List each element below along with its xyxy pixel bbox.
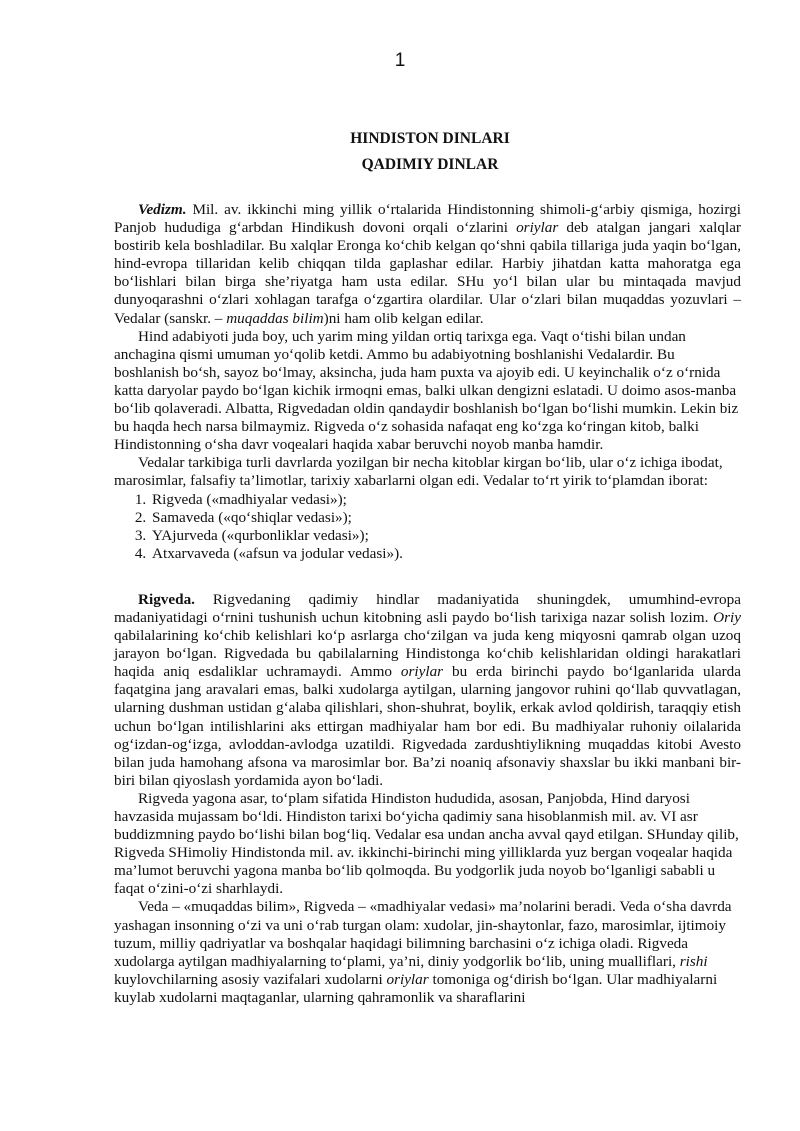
veda-text-3: tomoniga og‘dirish bo‘lgan. Ular madhiyalarni kuylab xudolarni maqtaganlar, ularning qahramonlik va sharaflarini xyxy=(114,970,718,1006)
paragraph-veda-meaning xyxy=(114,898,741,1007)
paragraph-rigveda xyxy=(114,591,741,790)
paragraph-hind: Hind adabiyoti juda boy, uch yarim ming yildan ortiq tarixga ega. Vaqt o‘tishi bilan undan anchagina qismi umuman yo‘qolib ketdi. Ammo bu adabiyotning boshlanishi Vedalardir. Bu boshlanish bo‘sh, sayoz bo‘lmay, aksincha, juda ham puxta va ajoyib edi. U keyinchalik o‘z o‘rnida katta daryolar paydo bo‘lgan kichik irmoqni emas, balki ulkan dengizni eslatadi. U doimo asos-manba bo‘lib qolaveradi. Albatta, Rigvedadan oldin qandaydir boshlanish bo‘lgan bo‘lishi mumkin. Lekin biz bu haqda hech narsa bilmaymiz. Rigveda o‘z sohasida nafaqat eng ko‘zga ko‘ringan kitob, balki Hindistonning o‘sha davr voqealari haqida xabar beruvchi noyob manba hamdir. xyxy=(114,327,739,454)
vedizm-text-3: )ni ham olib kelgan edilar. xyxy=(323,309,484,327)
list-item: 1. Rigveda («madhiyalar vedasi»); xyxy=(150,491,741,509)
vedas-list xyxy=(114,491,741,563)
list-item: 2. Samaveda («qo‘shiqlar vedasi»); xyxy=(150,509,741,527)
paragraph-rigveda-yagona: Rigveda yagona asar, to‘plam sifatida Hindiston hududida, asosan, Panjobda, Hind daryosi havzasida mujassam bo‘ldi. Hindiston tarixi bo‘yicha qadimiy sana hisoblanmish mil. av. VI asr buddizmning paydo bo‘lishi bilan bog‘liq. Vedalar esa undan ancha avval qayd etilgan. SHunday qilib, Rigveda SHimoliy Hindistonda mil. av. ikkinchi-birinchi ming yilliklarda yuz bergan voqealar haqida ma’lumot beruvchi yagona manba bo‘lib qolmoqda. Bu yodgorlik juda noyob bo‘lganligi sababli u faqat o‘zini-o‘zi sharhlaydi. xyxy=(114,789,739,898)
document-body xyxy=(114,201,741,1007)
veda-text-2: kuylovchilarning asosiy vazifalari xudolarni xyxy=(114,970,387,988)
list-item: 3. YAjurveda («qurbonliklar vedasi»); xyxy=(150,527,741,545)
page-title: HINDISTON DINLARI xyxy=(350,130,510,147)
rigveda-oriy: Oriy xyxy=(713,608,741,626)
vedizm-oriylar: oriylar xyxy=(516,219,559,237)
rigveda-text-3: bu erda birinchi paydo bo‘lganlarida ularda faqatgina jang aravalari emas, balki xudolarga aytilgan, ularning jangovor ruhini qo‘llab quvvatlagan, ularning dushman ustidan g‘alaba qilishlari, shon-shuhrat, boylik, erkak avlod qoldirish, taraqqiy etish uchun bo‘lgan intilishlarini aks ettirgan madhiyalar ham bor edi. Bu madhiyalar ruhoniy oilalarida og‘izdan-og‘izga, avloddan-avlodga uzatildi. Rigvedada zardushtiylikning muqaddas kitobi Avesto bilan juda hamohang afsona va marosimlar bor. Ba’zi noaniq afsonaviy shaxslar bu ikki manbani bir-biri bilan qiyoslash yordamida ayon bo‘ladi. xyxy=(114,663,741,789)
vedizm-lead: Vedizm. xyxy=(138,201,187,218)
rigveda-lead: Rigveda. xyxy=(138,590,195,608)
list-item: 4. Atxarvaveda («afsun va jodular vedasi»). xyxy=(150,545,741,563)
veda-oriylar: oriylar xyxy=(386,970,429,988)
page-number: 1 xyxy=(394,50,406,71)
veda-rishi: rishi xyxy=(679,952,708,970)
section-title: QADIMIY DINLAR xyxy=(361,156,499,173)
rigveda-text-2: qabilalarining ko‘chib kelishlari ko‘p asrlarga cho‘zilgan va juda keng miqyosni qamrab olgan uzoq jarayon bo‘lgan. Rigvedada bu qabilalarning Hindistonga ko‘chib kelishlaridan oldingi harakatlari haqida aniq esdaliklar uchramaydi. Ammo xyxy=(114,627,741,681)
rigveda-oriylar: oriylar xyxy=(400,663,444,681)
paragraph-vedalar: Vedalar tarkibiga turli davrlarda yozilgan bir necha kitoblar kirgan bo‘lib, ular o‘z ichiga ibodat, marosimlar, falsafiy ta’limotlar, tarixiy xabarlarni olgan edi. Vedalar to‘rt yirik to‘plamdan iborat: xyxy=(114,454,723,490)
veda-text-1: Veda – «muqaddas bilim», Rigveda – «madhiyalar vedasi» ma’nolarini beradi. Veda o‘sha davrda yashagan insonning o‘zi va uni o‘rab turgan olam: xudolar, jin-shaytonlar, fazo, marosimlar, ijtimoiy tuzum, milliy qadriyatlar va boshqalar haqidagi bilimning barchasini o‘z ichiga oladi. Rigveda xudolarga aytilgan madhiyalarning to‘plami, ya’ni, diniy yodgorlik bo‘lib, uning mualliflari, xyxy=(114,898,732,970)
spacer xyxy=(114,563,741,591)
vedizm-emphasis: muqaddas bilim xyxy=(226,309,324,327)
paragraph-vedizm xyxy=(114,201,741,328)
vedizm-text-2: deb atalgan jangari xalqlar bostirib kela boshladilar. Bu xalqlar Eronga ko‘chib kelgan qo‘shni qabila tillariga juda yaqin bo‘lgan, hind-evropa tillaridan kelib chiqqan tilda gaplashar edilar. Harbiy jihatdan katta mahoratga ega bo‘lishlari bilan birga she’riyatga ham usta edilar. SHu yo‘l bilan ular bu mintaqada mavjud dunyoqarashni o‘zlari xohlagan tarafga o‘zgartira olardilar. Ular o‘zlari bilan muqaddas yozuvlari – Vedalar (sanskr. – xyxy=(114,219,741,327)
vedizm-text-1: Mil. av. ikkinchi ming yillik o‘rtalarida Hindistonning shimoli-g‘arbiy qismiga, hozirgi Panjob hududiga g‘arbdan Hindikush dovoni orqali o‘zlarini xyxy=(114,201,741,237)
rigveda-text-1: Rigvedaning qadimiy hindlar madaniyatida shuningdek, umumhind-evropa madaniyatidagi o‘rnini tushunish uchun kitobning asli paydo bo‘lish tarixiga nazar solish lozim. xyxy=(114,590,741,626)
